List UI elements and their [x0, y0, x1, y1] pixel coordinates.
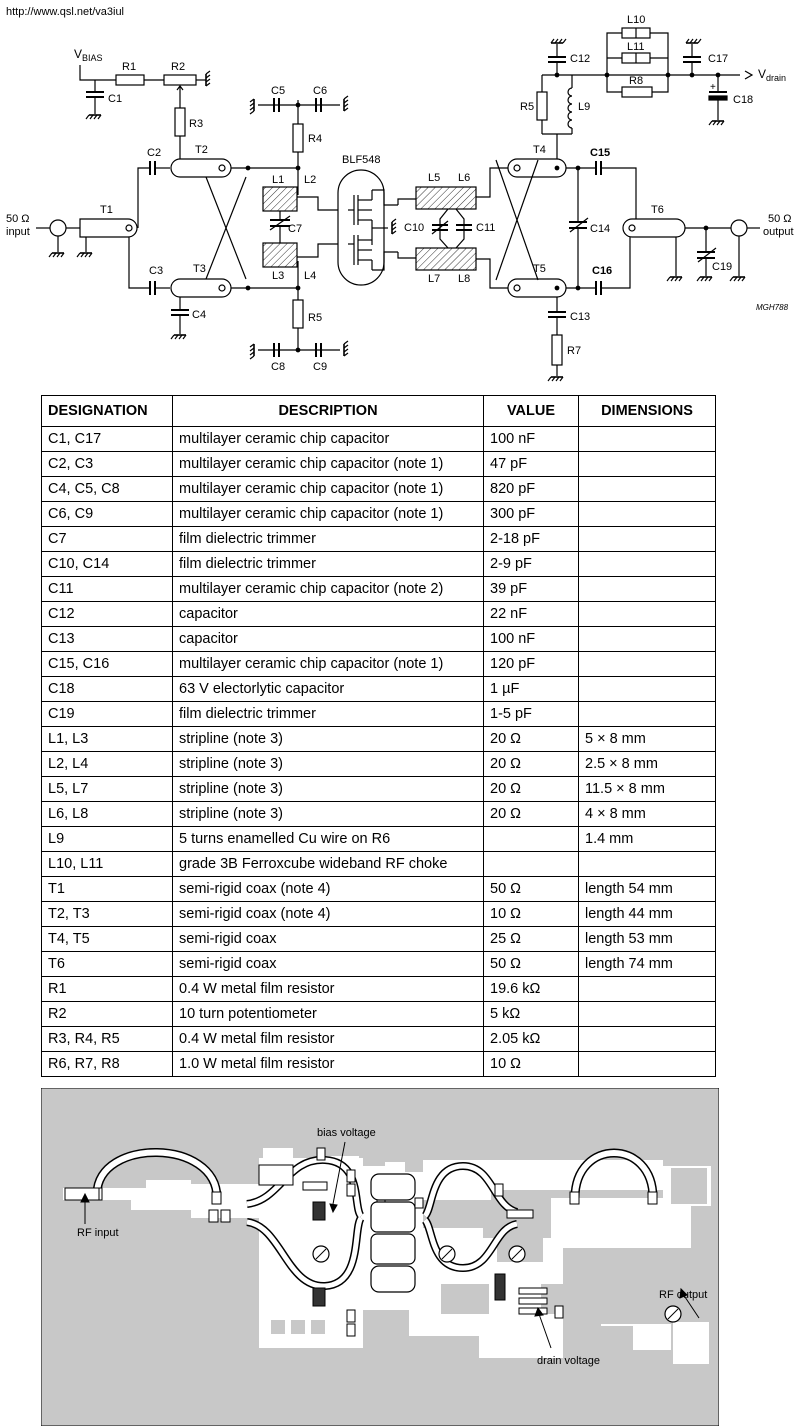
svg-text:R1: R1 [122, 61, 137, 73]
source-url: http://www.qsl.net/va3iul [6, 6, 125, 18]
svg-text:C1: C1 [108, 93, 123, 105]
table-header-row [42, 396, 716, 427]
col-designation: DESIGNATION [42, 396, 173, 427]
cell-designation: L2, L4 [42, 752, 173, 777]
circuit-schematic [0, 0, 803, 390]
cell-description: film dielectric trimmer [173, 552, 484, 577]
input-label: 50 Ω input [6, 213, 30, 238]
table-row [42, 1052, 716, 1077]
cell-designation: L6, L8 [42, 802, 173, 827]
cell-designation: L10, L11 [42, 852, 173, 877]
svg-text:R2: R2 [171, 61, 186, 73]
table-row [42, 552, 716, 577]
svg-text:T3: T3 [193, 263, 206, 275]
svg-text:T5: T5 [533, 263, 546, 275]
svg-text:C12: C12 [570, 53, 591, 65]
col-description: DESCRIPTION [173, 396, 484, 427]
cell-dimensions [579, 452, 716, 477]
col-value: VALUE [484, 396, 579, 427]
cell-description: stripline (note 3) [173, 802, 484, 827]
cell-description: multilayer ceramic chip capacitor (note 1) [173, 502, 484, 527]
cell-value: 19.6 kΩ [484, 977, 579, 1002]
svg-text:R5: R5 [308, 312, 323, 324]
svg-text:T4: T4 [533, 144, 546, 156]
cell-value: 10 Ω [484, 1052, 579, 1077]
col-dimensions: DIMENSIONS [579, 396, 716, 427]
cell-value: 50 Ω [484, 952, 579, 977]
table-row [42, 577, 716, 602]
svg-text:+: + [710, 82, 716, 93]
cell-dimensions [579, 627, 716, 652]
cell-value: 300 pF [484, 502, 579, 527]
svg-text:C6: C6 [313, 85, 328, 97]
cell-value: 2.05 kΩ [484, 1027, 579, 1052]
svg-text:T6: T6 [651, 204, 664, 216]
cell-designation: C13 [42, 627, 173, 652]
cell-description: stripline (note 3) [173, 727, 484, 752]
cell-value: 100 nF [484, 427, 579, 452]
cell-designation: R1 [42, 977, 173, 1002]
svg-text:R7: R7 [567, 345, 582, 357]
table-row [42, 427, 716, 452]
cell-description: multilayer ceramic chip capacitor (note 1) [173, 452, 484, 477]
cell-dimensions: length 74 mm [579, 952, 716, 977]
vbias-label: $V_{BIAS}$ [74, 47, 103, 63]
svg-text:C8: C8 [271, 361, 286, 373]
cell-dimensions [579, 1052, 716, 1077]
svg-text:C13: C13 [570, 311, 591, 323]
svg-text:T1: T1 [100, 204, 113, 216]
cell-dimensions: length 54 mm [579, 877, 716, 902]
cell-designation: C4, C5, C8 [42, 477, 173, 502]
cell-value [484, 852, 579, 877]
cell-dimensions [579, 552, 716, 577]
cell-description: stripline (note 3) [173, 777, 484, 802]
cell-dimensions: 2.5 × 8 mm [579, 752, 716, 777]
cell-description: 0.4 W metal film resistor [173, 977, 484, 1002]
cell-designation: C18 [42, 677, 173, 702]
table-row [42, 652, 716, 677]
cell-dimensions: length 53 mm [579, 927, 716, 952]
cell-description: capacitor [173, 602, 484, 627]
cell-designation: C10, C14 [42, 552, 173, 577]
cell-designation: L1, L3 [42, 727, 173, 752]
svg-text:C3: C3 [149, 265, 164, 277]
cell-dimensions [579, 1002, 716, 1027]
cell-designation: L5, L7 [42, 777, 173, 802]
cell-designation: T4, T5 [42, 927, 173, 952]
cell-description: stripline (note 3) [173, 752, 484, 777]
cell-designation: T6 [42, 952, 173, 977]
cell-value: 22 nF [484, 602, 579, 627]
svg-text:L10: L10 [627, 14, 646, 26]
svg-text:C16: C16 [592, 265, 613, 277]
cell-value: 20 Ω [484, 752, 579, 777]
cell-description: multilayer ceramic chip capacitor (note 1) [173, 477, 484, 502]
table-row [42, 977, 716, 1002]
svg-text:R3: R3 [189, 118, 204, 130]
cell-dimensions [579, 702, 716, 727]
cell-value: 1-5 pF [484, 702, 579, 727]
cell-designation: C11 [42, 577, 173, 602]
cell-value: 120 pF [484, 652, 579, 677]
cell-description: capacitor [173, 627, 484, 652]
cell-description: semi-rigid coax (note 4) [173, 902, 484, 927]
table-row [42, 602, 716, 627]
svg-text:R5: R5 [520, 101, 535, 113]
pcb-layout [41, 1088, 719, 1426]
cell-designation: L9 [42, 827, 173, 852]
cell-description: grade 3B Ferroxcube wideband RF choke [173, 852, 484, 877]
cell-designation: C6, C9 [42, 502, 173, 527]
svg-text:R8: R8 [629, 75, 644, 87]
table-row [42, 752, 716, 777]
cell-description: 10 turn potentiometer [173, 1002, 484, 1027]
table-row [42, 702, 716, 727]
bias-voltage-label: bias voltage [317, 1127, 376, 1139]
cell-description: film dielectric trimmer [173, 702, 484, 727]
cell-dimensions: 5 × 8 mm [579, 727, 716, 752]
cell-value: 100 nF [484, 627, 579, 652]
cell-dimensions [579, 852, 716, 877]
cell-value: 20 Ω [484, 777, 579, 802]
table-row [42, 452, 716, 477]
svg-text:L3: L3 [272, 270, 285, 282]
cell-value: 820 pF [484, 477, 579, 502]
table-row [42, 502, 716, 527]
cell-dimensions [579, 577, 716, 602]
svg-text:C5: C5 [271, 85, 286, 97]
table-row [42, 827, 716, 852]
svg-text:L4: L4 [304, 270, 317, 282]
cell-designation: C7 [42, 527, 173, 552]
cell-value: 20 Ω [484, 802, 579, 827]
cell-dimensions: 4 × 8 mm [579, 802, 716, 827]
svg-text:L1: L1 [272, 174, 285, 186]
cell-designation: C2, C3 [42, 452, 173, 477]
table-row [42, 527, 716, 552]
cell-dimensions [579, 1027, 716, 1052]
cell-designation: C19 [42, 702, 173, 727]
cell-value: 50 Ω [484, 877, 579, 902]
cell-description: multilayer ceramic chip capacitor (note 2) [173, 577, 484, 602]
cell-designation: T2, T3 [42, 902, 173, 927]
svg-text:C4: C4 [192, 309, 207, 321]
cell-designation: R2 [42, 1002, 173, 1027]
cell-description: semi-rigid coax [173, 952, 484, 977]
svg-text:L7: L7 [428, 273, 441, 285]
cell-dimensions [579, 477, 716, 502]
svg-text:L8: L8 [458, 273, 471, 285]
svg-text:L11: L11 [627, 41, 645, 53]
table-row [42, 927, 716, 952]
table-row [42, 677, 716, 702]
svg-text:L6: L6 [458, 172, 471, 184]
rf-output-label: RF output [659, 1289, 708, 1301]
table-row [42, 1002, 716, 1027]
output-label: 50 Ω output [763, 213, 794, 238]
table-row [42, 777, 716, 802]
rf-input-label: RF input [77, 1227, 119, 1239]
cell-designation: R6, R7, R8 [42, 1052, 173, 1077]
cell-value: 1 µF [484, 677, 579, 702]
cell-dimensions [579, 677, 716, 702]
cell-dimensions: length 44 mm [579, 902, 716, 927]
cell-value: 5 kΩ [484, 1002, 579, 1027]
cell-description: 0.4 W metal film resistor [173, 1027, 484, 1052]
cell-description: multilayer ceramic chip capacitor [173, 427, 484, 452]
table-row [42, 727, 716, 752]
table-row [42, 952, 716, 977]
cell-dimensions [579, 527, 716, 552]
svg-text:C17: C17 [708, 53, 729, 65]
cell-designation: C12 [42, 602, 173, 627]
svg-text:C14: C14 [590, 223, 611, 235]
cell-designation: R3, R4, R5 [42, 1027, 173, 1052]
drain-voltage-label: drain voltage [537, 1355, 600, 1367]
cell-description: 1.0 W metal film resistor [173, 1052, 484, 1077]
table-row [42, 627, 716, 652]
cell-designation: C1, C17 [42, 427, 173, 452]
cell-description: film dielectric trimmer [173, 527, 484, 552]
cell-description: 63 V electorlytic capacitor [173, 677, 484, 702]
svg-text:L9: L9 [578, 101, 591, 113]
table-row [42, 852, 716, 877]
cell-value: 39 pF [484, 577, 579, 602]
table-row [42, 902, 716, 927]
cell-value: 25 Ω [484, 927, 579, 952]
device-label: BLF548 [342, 154, 381, 166]
cell-dimensions [579, 602, 716, 627]
component-table [41, 395, 716, 1077]
cell-description: semi-rigid coax [173, 927, 484, 952]
cell-dimensions: 11.5 × 8 mm [579, 777, 716, 802]
cell-dimensions [579, 652, 716, 677]
svg-text:C10: C10 [404, 222, 425, 234]
cell-dimensions [579, 977, 716, 1002]
svg-text:C19: C19 [712, 261, 733, 273]
cell-description: multilayer ceramic chip capacitor (note 1) [173, 652, 484, 677]
cell-dimensions: 1.4 mm [579, 827, 716, 852]
cell-description: 5 turns enamelled Cu wire on R6 [173, 827, 484, 852]
table-row [42, 1027, 716, 1052]
svg-text:R4: R4 [308, 133, 323, 145]
cell-value: 10 Ω [484, 902, 579, 927]
cell-value: 2-18 pF [484, 527, 579, 552]
cell-dimensions [579, 502, 716, 527]
svg-text:C11: C11 [476, 222, 496, 234]
table-row [42, 877, 716, 902]
svg-text:C2: C2 [147, 147, 162, 159]
svg-text:C9: C9 [313, 361, 328, 373]
vdrain-label: $V_{drain}$ [758, 67, 787, 83]
svg-text:C18: C18 [733, 94, 754, 106]
cell-designation: T1 [42, 877, 173, 902]
svg-text:C15: C15 [590, 147, 611, 159]
cell-description: semi-rigid coax (note 4) [173, 877, 484, 902]
table-row [42, 477, 716, 502]
svg-text:T2: T2 [195, 144, 208, 156]
svg-text:L5: L5 [428, 172, 441, 184]
cell-value [484, 827, 579, 852]
table-row [42, 802, 716, 827]
cell-value: 47 pF [484, 452, 579, 477]
cell-value: 20 Ω [484, 727, 579, 752]
svg-text:L2: L2 [304, 174, 317, 186]
cell-dimensions [579, 427, 716, 452]
cell-designation: C15, C16 [42, 652, 173, 677]
figure-code: MGH788 [756, 303, 789, 312]
svg-text:C7: C7 [288, 223, 303, 235]
cell-value: 2-9 pF [484, 552, 579, 577]
